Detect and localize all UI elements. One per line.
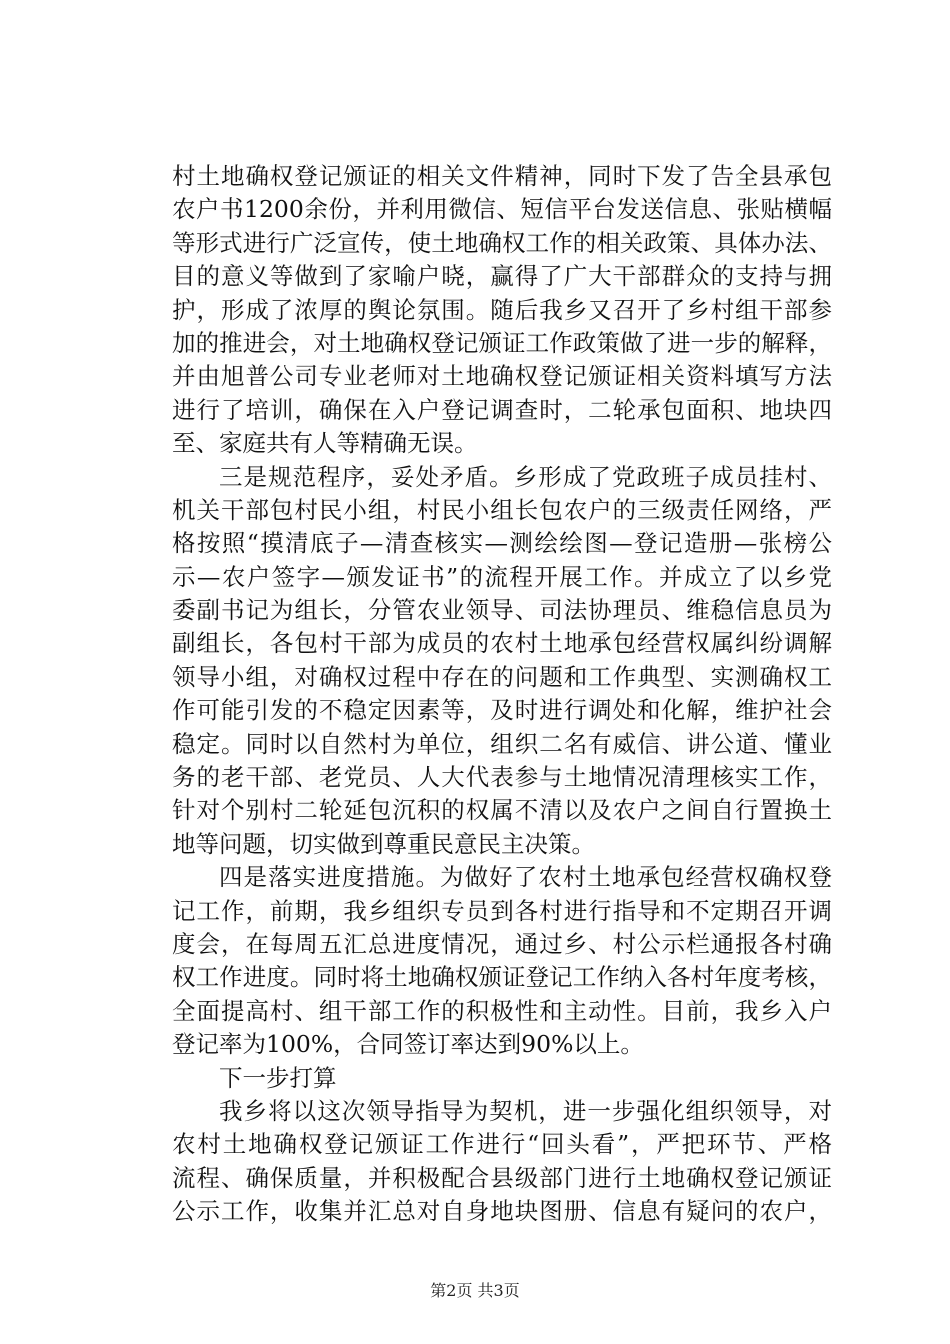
text-line: 等形式进行广泛宣传，使土地确权工作的相关政策、具体办法、: [172, 228, 832, 257]
text-line: 全面提高村、组干部工作的积极性和主动性。目前，我乡入户: [172, 996, 832, 1025]
paragraph-first-line: 我乡将以这次领导指导为契机，进一步强化组织领导，对: [219, 1096, 832, 1125]
text-line: 农户书1200余份，并利用微信、短信平台发送信息、张贴横幅: [172, 195, 832, 224]
text-line: 至、家庭共有人等精确无误。: [172, 429, 478, 458]
text-line: 格按照“摸清底子—清查核实—测绘绘图—登记造册—张榜公: [172, 529, 832, 558]
section-heading: 下一步打算: [219, 1063, 337, 1092]
text-line: 登记率为100%，合同签订率达到90%以上。: [172, 1030, 644, 1059]
text-line: 作可能引发的不稳定因素等，及时进行调处和化解，维护社会: [172, 696, 832, 725]
text-line: 权工作进度。同时将土地确权颁证登记工作纳入各村年度考核，: [172, 963, 832, 992]
text-line: 公示工作，收集并汇总对自身地块图册、信息有疑问的农户，: [172, 1197, 832, 1226]
text-line: 目的意义等做到了家喻户晓，赢得了广大干部群众的支持与拥: [172, 262, 832, 291]
page-footer: 第2页 共3页: [430, 1281, 520, 1300]
text-line: 副组长，各包村干部为成员的农村土地承包经营权属纠纷调解: [172, 629, 832, 658]
text-line: 进行了培训，确保在入户登记调查时，二轮承包面积、地块四: [172, 395, 832, 424]
text-line: 加的推进会，对土地确权登记颁证工作政策做了进一步的解释，: [172, 328, 832, 357]
paragraph-first-line: 三是规范程序，妥处矛盾。乡形成了党政班子成员挂村、: [219, 462, 832, 491]
text-line: 稳定。同时以自然村为单位，组织二名有威信、讲公道、懂业: [172, 729, 832, 758]
document-body: [172, 160, 832, 1229]
text-line: 示—农户签字—颁发证书”的流程开展工作。并成立了以乡党: [172, 562, 832, 591]
text-line: 度会，在每周五汇总进度情况，通过乡、村公示栏通报各村确: [172, 929, 832, 958]
text-line: 记工作，前期，我乡组织专员到各村进行指导和不定期召开调: [172, 896, 832, 925]
text-line: 流程、确保质量，并积极配合县级部门进行土地确权登记颁证: [172, 1163, 832, 1192]
text-line: 务的老干部、老党员、人大代表参与土地情况清理核实工作，: [172, 763, 832, 792]
text-line: 委副书记为组长，分管农业领导、司法协理员、维稳信息员为: [172, 596, 832, 625]
text-line: 针对个别村二轮延包沉积的权属不清以及农户之间自行置换土: [172, 796, 832, 825]
text-line: 并由旭普公司专业老师对土地确权登记颁证相关资料填写方法: [172, 362, 832, 391]
text-line: 地等问题，切实做到尊重民意民主决策。: [172, 829, 595, 858]
text-line: 护，形成了浓厚的舆论氛围。随后我乡又召开了乡村组干部参: [172, 295, 832, 324]
text-line: 机关干部包村民小组，村民小组长包农户的三级责任网络，严: [172, 495, 832, 524]
text-line: 领导小组，对确权过程中存在的问题和工作典型、实测确权工: [172, 662, 832, 691]
text-line: 村土地确权登记颁证的相关文件精神，同时下发了告全县承包: [172, 162, 832, 190]
paragraph-first-line: 四是落实进度措施。为做好了农村土地承包经营权确权登: [219, 863, 832, 892]
text-line: 农村土地确权登记颁证工作进行“回头看”，严把环节、严格: [172, 1130, 832, 1159]
